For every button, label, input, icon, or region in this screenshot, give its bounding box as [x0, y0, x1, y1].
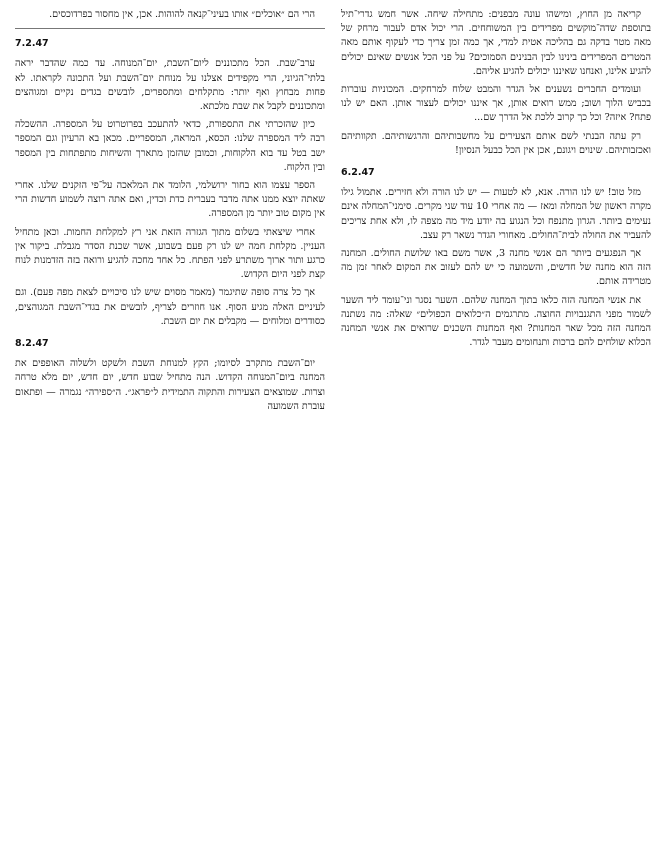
left-column	[15, 8, 325, 857]
paragraph: קריאה מן החוץ, ומישהו עונה מבפנים: מתחילה שיחה. אשר חמש גדרי־תיל בתוספת שדה־מוקשים מפרידים בין המשוחחים. הרי יכול אדם לעבור מרחק של מאה מטר בדקה גם בהליכה אטית למדי, אך כמה זמן צריך כדי לעקוף אותם מאה המטרים המפרידים בינינו לבין הבנינים הסמוכים? על פני הכל אנשים שאינם יכולים להגיע אלינו, ואנחנו שאיננו יכולים להגיע אליהם.	[341, 9, 651, 77]
right-column	[341, 8, 651, 857]
diary-date: 6.2.47	[341, 167, 375, 179]
paragraph: אחרי שיצאתי בשלום מתוך הגזרה הזאת אני רץ למקלחת החמות. וכאן מתחיל העניין. מקלחת חמה יש לנו רק פעם בשבוע, אשר שכנת הסדר מגבלת. ביקור אין כרגע ותור ארוך משתרע לפני הפתח. כל אחד מחכה להגיע ורואה בזה הזדמנות לנוח קצת לפני היום הקדוש.	[15, 226, 325, 281]
diary-date: 7.2.47	[15, 38, 49, 50]
diary-date: 8.2.47	[15, 338, 49, 350]
divider	[15, 28, 325, 29]
paragraph: הרי הם ״אוכלים״ אותו בעיני־קנאה להוהות. אכן, אין מחסור בפרדוכסים.	[49, 9, 315, 20]
paragraph: את אנשי המחנה הזה כלאו בתוך המחנה שלהם. השער נסגר וני־עומד ליד השער לשמור מפני התגנבויות החוצה. מתרגמים ה״כלואים הכפולים״ שאלה: מה נשתנה המחנה הזה מכל שאר המחנות? ואף המחנות השכנים שרואים את אנשי המחנה הכלוא שולחים להם ברכות ותנחומים מעבר לגדר.	[341, 294, 651, 349]
paragraph: ועומדים החברים נשענים אל הגדר והמבט שלוח למרחקים. המכוניות עוברות בכביש הלוך ושוב; ממש רואים אותן, אך איננו יכולים לעצור אותן. האם יש לנו פתח? איזה? וכל כך קרוב ללכת אל הדרך שם...	[341, 84, 651, 124]
paragraph: אך הנפגעים ביותר הם אנשי מחנה 3, אשר משם באו שלושת החולים. המחנה הזה הוא מחנה של חדשים, והשמועה כי יש להם לעזוב את המקום לאחר זמן מה מטרידה אותם.	[341, 248, 651, 288]
paragraph: כיון שהזכרתי את התספורת, כדאי להתעכב בפרוטרוט על המספרה. ההשכלה רבה ליד המספרה שלנו: הכסא, המראה, המספריים. מכאן בא הרעיון וגם המספר ישב בטל עד בוא הלקוחות, וכמובן שהזמן מתארך והשיחות מתפתחות בין המספר ובין הלקוח.	[15, 119, 325, 173]
paragraph: ערב־שבת. הכל מתכוננים ליום־השבת, יום־המנוחה. עד כמה שהדבר יראה בלתי־הגיוני, הרי מקפידים אצלנו על מנוחת יום־השבת ועל התכונה לקראתו. לא פחות מבחוץ ואף יותר: מתקלחים ומתספרים, לובשים בגדים נקיים ומגוהצים ומתכוננים לקבל את שבת מלכתא.	[15, 58, 325, 113]
paragraph: מזל טוב! יש לנו הורה. אנא, לא לטעות — יש לנו הורה ולא חזירים. אתמול גילו מקרה ראשון של המחלה ומאז — מה אחרי 10 עוד שני מקרים. סימני־המחלה אינם נעימים ביותר. הגרון מתנפח וכל הנגוע בה יודע מיד מה מצפה לו, ולא אחת צריכים להעביר את החולה לבית־החולים. מאחורי הגדר נשאר רק עצב.	[341, 187, 651, 241]
paragraph: הספר עצמו הוא בחור ירושלמי, הלומד את המלאכה על־פי הזקנים שלנו. אחרי שאתה יוצא ממנו אתה מדבר בעברית כדת וכדין, ואם אתה רוצה לשמוע חדשות הרי אין מקום טוב יותר מן המספרה.	[15, 180, 325, 220]
paragraph: אך כל צרה סופה שתיגמר (מאמר מסוים שיש לנו סיכויים לצאת מפה פעם). וגם לעיניים האלה מגיע הסוף. אנו חוזרים לצריף, לובשים את בגדי־השבת המגוהצים, כסודרים ומלוחים — מקבלים את יום השבת.	[15, 287, 325, 327]
paragraph: רק עתה הבנתי לשם אותם הצעירים על מחשבותיהם והרגשותיהם. תקוותיהם ואכזבותיהם. שינוים ויגונם, אכן אין הכל כבעל הנסיון!	[341, 130, 651, 156]
paragraph: יום־השבת מתקרב לסיומו; הקץ למנוחת השבת ולשקט ולשלוה האופפים את המחנה ביום־המנוחה הקדוש. הנה מתחיל שבוע חדש, יום חדש, יום מלא טרחה וצרות. שמוצאים הצעירות והתקוה התמידית ל״פראג״. ה״ספירה״ נגמרה — ופתאום עוברת השמועה	[15, 358, 325, 412]
